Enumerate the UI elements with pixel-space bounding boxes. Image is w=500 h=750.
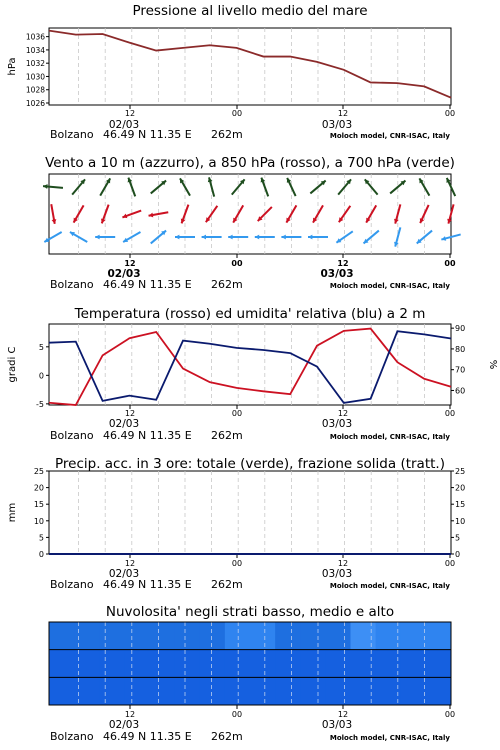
x-tick-label: 12 (124, 259, 136, 268)
x-tick-label: 12 (337, 409, 349, 418)
y-tick-label: 5 (38, 533, 44, 543)
location-coords: 46.49 N 11.35 E (103, 578, 192, 591)
location-elevation: 262m (211, 429, 243, 442)
date-label: 02/03 (108, 119, 140, 131)
model-credit: Moloch model, CNR-ISAC, Italy (329, 132, 450, 140)
y-tick-label: 1028 (25, 85, 45, 95)
cloud-cell (250, 677, 276, 705)
x-tick-label: 00 (444, 559, 456, 568)
x-tick-label: 00 (231, 559, 243, 568)
panel-pressure (7, 3, 455, 141)
y-right-tick-label: 90 (455, 324, 466, 334)
y-right-tick-label: 15 (455, 500, 466, 510)
cloud-cell (225, 622, 251, 650)
date-label: 02/03 (108, 418, 140, 430)
wind-arrow (313, 205, 323, 222)
y-tick-label: 15 (33, 500, 44, 510)
wind-arrow (261, 178, 269, 197)
y-tick-label: 0 (38, 371, 44, 381)
wind-arrow (208, 177, 214, 196)
cloud-cell (351, 677, 377, 705)
model-credit: Moloch model, CNR-ISAC, Italy (329, 734, 450, 742)
location-coords: 46.49 N 11.35 E (103, 730, 192, 743)
date-label: 03/03 (321, 568, 353, 580)
cloud-cell (325, 622, 351, 650)
y-right-tick-label: 10 (455, 516, 466, 526)
cloud-cell (401, 622, 427, 650)
cloud-cell (49, 622, 75, 650)
plot-frame (49, 174, 451, 254)
cloud-cell (99, 677, 125, 705)
date-label: 02/03 (108, 568, 140, 580)
y-tick-label: 1034 (25, 45, 45, 55)
location-elevation: 262m (211, 128, 243, 141)
cloud-cell (426, 650, 452, 678)
cloud-cell (74, 677, 100, 705)
date-label: 03/03 (321, 418, 353, 430)
cloud-cell (150, 650, 176, 678)
y-tick-label: 1032 (25, 59, 45, 69)
wind-arrow (447, 204, 453, 223)
y-right-tick-label: 25 (455, 467, 466, 476)
cloud-cell (175, 677, 201, 705)
cloud-cell (300, 677, 326, 705)
cloud-cell (250, 650, 276, 678)
y-right-tick-label: 5 (455, 533, 461, 543)
plot-frame (49, 471, 451, 554)
cloud-cell (49, 650, 75, 678)
location-name: Bolzano (50, 730, 94, 743)
x-tick-label: 00 (444, 409, 456, 418)
model-credit: Moloch model, CNR-ISAC, Italy (329, 282, 450, 290)
wind-arrow (74, 205, 84, 222)
x-tick-label: 12 (124, 109, 136, 118)
y-right-axis-label: % (487, 359, 498, 370)
chart-title: Temperatura (rosso) ed umidita' relativa (blu) a 2 m (74, 306, 426, 322)
x-tick-label: 12 (337, 259, 349, 268)
cloud-cell (325, 650, 351, 678)
wind-arrow-head (228, 235, 232, 240)
y-axis-label: gradi C (7, 346, 18, 383)
x-tick-label: 00 (231, 259, 243, 268)
cloud-cell (99, 622, 125, 650)
cloud-cell (275, 650, 301, 678)
cloud-cell (401, 650, 427, 678)
wind-arrow-head (95, 235, 99, 240)
y-tick-label: 1030 (25, 72, 45, 82)
cloud-cell (426, 677, 452, 705)
wind-arrow (51, 204, 56, 224)
y-tick-label: 1036 (25, 32, 45, 42)
location-coords: 46.49 N 11.35 E (103, 429, 192, 442)
chart-title: Pressione al livello medio del mare (132, 3, 368, 19)
wind-arrow (44, 232, 61, 242)
wind-arrow (100, 178, 110, 195)
wind-arrow-head (175, 235, 179, 240)
cloud-cell (99, 650, 125, 678)
location-elevation: 262m (211, 278, 243, 291)
wind-arrow-head (202, 235, 206, 240)
model-credit: Moloch model, CNR-ISAC, Italy (329, 433, 450, 441)
y-axis-label: hPa (7, 57, 18, 76)
x-tick-label: 00 (444, 710, 456, 719)
umidita-line (49, 331, 451, 403)
cloud-cell (426, 622, 452, 650)
y-axis-label: mm (7, 502, 18, 523)
cloud-cell (200, 650, 226, 678)
date-label: 03/03 (320, 268, 354, 280)
location-elevation: 262m (211, 730, 243, 743)
date-label: 02/03 (108, 719, 140, 731)
x-tick-label: 00 (444, 259, 456, 268)
x-tick-label: 12 (337, 559, 349, 568)
chart-title: Vento a 10 m (azzurro), a 850 hPa (rosso), a 700 hPa (verde) (45, 155, 455, 171)
cloud-cell (300, 650, 326, 678)
y-right-tick-label: 60 (455, 386, 466, 396)
cloud-cell (300, 622, 326, 650)
chart-title: Nuvolosita' negli strati basso, medio e alto (105, 604, 395, 620)
location-name: Bolzano (50, 429, 94, 442)
pressure-line (49, 31, 451, 98)
cloud-cell (74, 650, 100, 678)
wind-arrow (394, 227, 400, 246)
y-tick-label: 25 (33, 467, 44, 476)
wind-arrow-head (43, 184, 48, 189)
location-coords: 46.49 N 11.35 E (103, 278, 192, 291)
wind-arrow (101, 205, 109, 224)
y-right-tick-label: 70 (455, 365, 466, 375)
x-tick-label: 12 (337, 710, 349, 719)
chart-title: Precip. acc. in 3 ore: totale (verde), frazione solida (tratt.) (55, 456, 445, 472)
wind-arrow-head (255, 235, 259, 240)
x-tick-label: 00 (231, 409, 243, 418)
plot-frame (49, 324, 451, 405)
x-tick-label: 12 (124, 409, 136, 418)
wind-arrow (128, 178, 136, 197)
wind-arrow-head (308, 235, 312, 240)
cloud-cell (401, 677, 427, 705)
panel-clouds (49, 604, 455, 743)
temperatura-line (49, 329, 451, 405)
model-credit: Moloch model, CNR-ISAC, Italy (329, 582, 450, 590)
date-label: 03/03 (321, 119, 353, 131)
cloud-cell (49, 677, 75, 705)
x-tick-label: 00 (444, 109, 456, 118)
cloud-cell (250, 622, 276, 650)
cloud-cell (175, 622, 201, 650)
cloud-cell (175, 650, 201, 678)
cloud-cell (124, 622, 150, 650)
cloud-cell (124, 677, 150, 705)
wind-arrow (366, 205, 376, 222)
wind-arrow (181, 205, 189, 224)
x-tick-label: 12 (337, 109, 349, 118)
cloud-cell (150, 677, 176, 705)
cloud-cell (225, 650, 251, 678)
wind-arrow (43, 184, 63, 189)
cloud-cell (275, 622, 301, 650)
y-tick-label: 5 (38, 342, 44, 352)
wind-arrow (394, 204, 400, 223)
panel-temperature-humidity (7, 306, 498, 442)
wind-arrow (286, 205, 296, 222)
y-tick-label: -5 (36, 399, 44, 409)
wind-arrow (287, 178, 296, 196)
x-tick-label: 12 (124, 559, 136, 568)
cloud-cell (225, 677, 251, 705)
location-name: Bolzano (50, 278, 94, 291)
x-tick-label: 00 (231, 710, 243, 719)
wind-arrow (180, 178, 190, 195)
x-tick-label: 00 (231, 109, 243, 118)
location-name: Bolzano (50, 578, 94, 591)
cloud-cell (74, 622, 100, 650)
date-label: 02/03 (107, 268, 141, 280)
location-coords: 46.49 N 11.35 E (103, 128, 192, 141)
panel-precipitation (7, 456, 465, 591)
x-tick-label: 12 (124, 710, 136, 719)
y-tick-label: 10 (33, 516, 44, 526)
panel-wind (43, 155, 461, 291)
wind-arrow (233, 205, 243, 222)
y-tick-label: 20 (33, 483, 44, 493)
cloud-cell (150, 622, 176, 650)
y-tick-label: 0 (38, 550, 44, 559)
cloud-cell (200, 622, 226, 650)
y-right-tick-label: 80 (455, 344, 466, 354)
y-right-tick-label: 0 (455, 550, 461, 559)
location-elevation: 262m (211, 578, 243, 591)
y-right-tick-label: 20 (455, 483, 466, 493)
plot-frame (49, 28, 451, 105)
location-name: Bolzano (50, 128, 94, 141)
y-tick-label: 1026 (25, 99, 45, 109)
cloud-cell (351, 650, 377, 678)
cloud-cell (351, 622, 377, 650)
cloud-cell (200, 677, 226, 705)
wind-arrow (420, 205, 429, 223)
cloud-cell (124, 650, 150, 678)
date-label: 03/03 (321, 719, 353, 731)
wind-arrow-head (281, 235, 285, 240)
wind-arrow (419, 178, 429, 195)
cloud-cell (275, 677, 301, 705)
cloud-cell (325, 677, 351, 705)
